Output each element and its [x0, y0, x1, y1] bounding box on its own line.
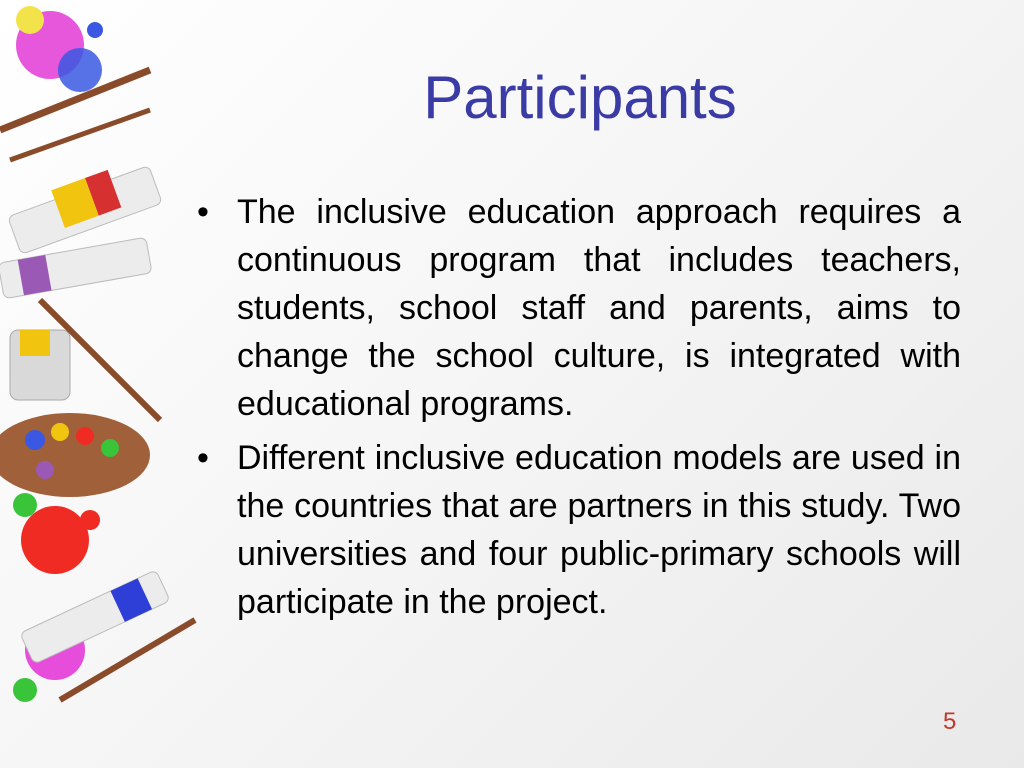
list-item [195, 434, 961, 626]
bullet-list [195, 188, 961, 632]
paint-splash-icon [16, 6, 103, 92]
palette-icon [0, 413, 150, 497]
bullet-text: Different inclusive education models are used in the countries that are partners in this study. Two universities and four public-primary schools will participate in the project. [237, 439, 961, 621]
page-number: 5 [943, 708, 957, 735]
bullet-marker: • [197, 439, 209, 477]
slide-title: Participants [423, 64, 737, 131]
list-item [195, 188, 961, 428]
art-supplies-decoration [0, 0, 200, 768]
paint-splash-icon [13, 493, 100, 574]
bullet-marker: • [197, 193, 209, 231]
bullet-text: The inclusive education approach requires a continuous program that includes teachers, students, school staff and parents, aims to change the school culture, is integrated with educational programs. [237, 193, 961, 423]
